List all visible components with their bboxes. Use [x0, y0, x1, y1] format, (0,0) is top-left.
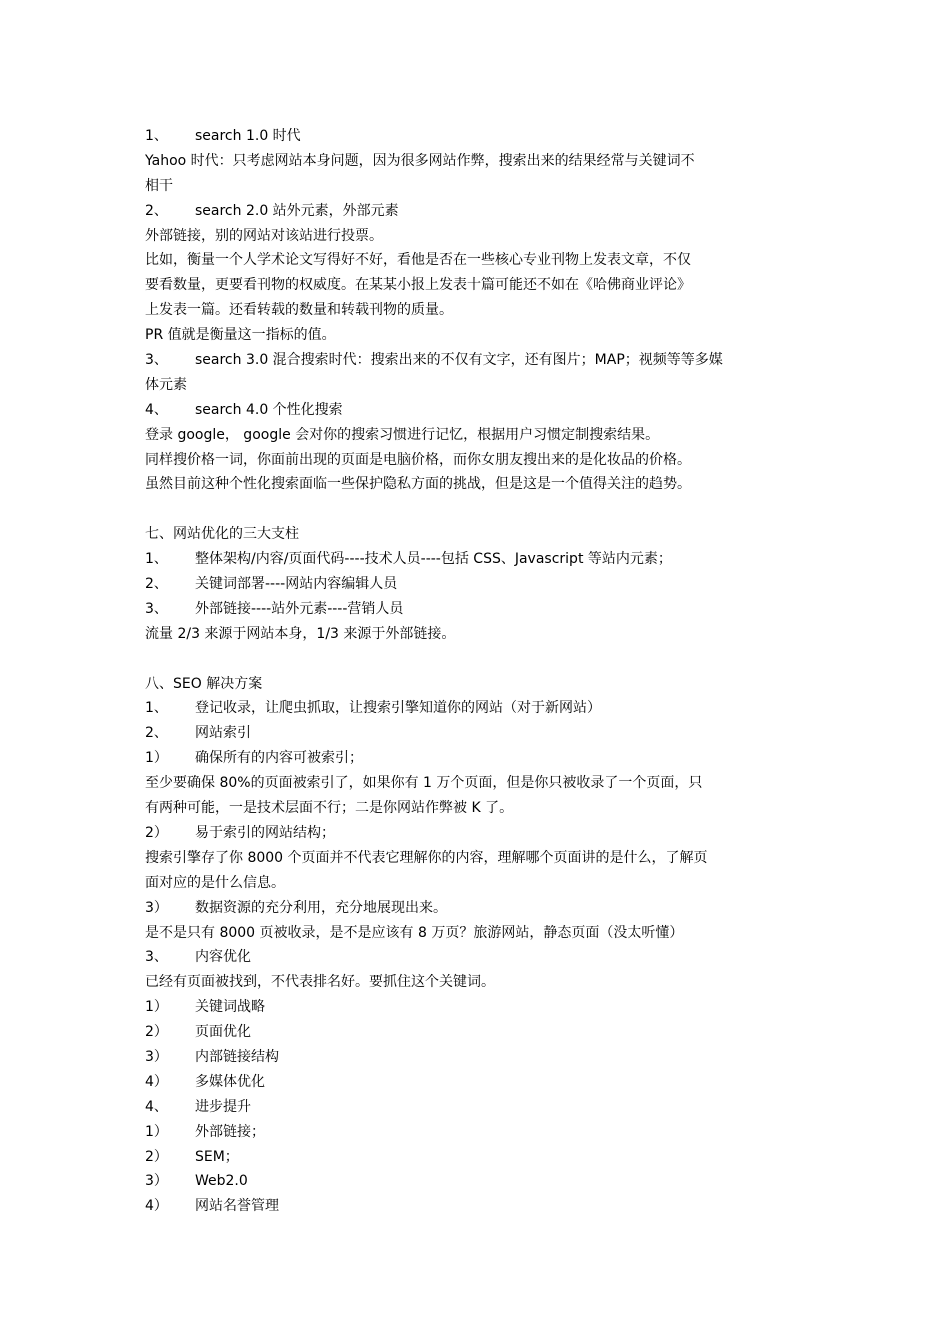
- line-number: 1）: [145, 1123, 168, 1140]
- numbered-line: [145, 945, 810, 970]
- line-number: 4、: [145, 401, 168, 418]
- line-number: 4）: [145, 1073, 168, 1090]
- line-number: 3、: [145, 352, 168, 369]
- line-text: Web2.0: [195, 1173, 248, 1190]
- text-line: [145, 970, 810, 995]
- line-text: 整体架构/内容/页面代码----技术人员----包括 CSS、Javascript 等站内元素；: [195, 551, 672, 568]
- line-text: 搜索引擎存了你 8000 个页面并不代表它理解你的内容，理解哪个页面讲的是什么，了解页: [145, 849, 708, 866]
- blank-line: [145, 647, 810, 672]
- line-text: 有两种可能，一是技术层面不行；二是你网站作弊被 K 了。: [145, 800, 514, 817]
- numbered-line: [145, 1194, 810, 1219]
- line-text: 比如，衡量一个人学术论文写得好不好，看他是否在一些核心专业刊物上发表文章，不仅: [145, 252, 691, 269]
- line-number: 3、: [145, 600, 168, 617]
- text-line: [145, 921, 810, 946]
- text-line: [145, 448, 810, 473]
- numbered-line: [145, 721, 810, 746]
- line-text: 登记收录，让爬虫抓取，让搜索引擎知道你的网站（对于新网站）: [195, 700, 601, 717]
- text-line: [145, 871, 810, 896]
- line-text: 要看数量，更要看刊物的权威度。在某某小报上发表十篇可能还不如在《哈佛商业评论》: [145, 277, 691, 294]
- numbered-line: [145, 995, 810, 1020]
- numbered-line: [145, 896, 810, 921]
- line-number: 2、: [145, 725, 168, 742]
- line-number: 1）: [145, 999, 168, 1016]
- line-number: 2）: [145, 1024, 168, 1041]
- numbered-line: [145, 398, 810, 423]
- line-text: 数据资源的充分利用，充分地展现出来。: [195, 899, 447, 916]
- line-number: 3）: [145, 1048, 168, 1065]
- line-text: 页面优化: [195, 1024, 251, 1041]
- text-line: [145, 373, 810, 398]
- line-text: 面对应的是什么信息。: [145, 874, 285, 891]
- line-number: 3、: [145, 949, 168, 966]
- line-text: search 3.0 混合搜索时代：搜索出来的不仅有文字，还有图片；MAP；视频等等多媒: [195, 352, 723, 369]
- line-text: 八、SEO 解决方案: [145, 675, 263, 692]
- line-text: 七、网站优化的三大支柱: [145, 526, 299, 543]
- numbered-line: [145, 1145, 810, 1170]
- line-text: 外部链接----站外元素----营销人员: [195, 600, 404, 617]
- numbered-line: [145, 348, 810, 373]
- line-text: 体元素: [145, 376, 187, 393]
- line-text: Yahoo 时代：只考虑网站本身问题，因为很多网站作弊，搜索出来的结果经常与关键词不: [145, 152, 695, 169]
- line-text: SEM；: [195, 1148, 239, 1165]
- text-line: [145, 298, 810, 323]
- line-text: 外部链接，别的网站对该站进行投票。: [145, 227, 383, 244]
- text-line: [145, 273, 810, 298]
- line-text: 是不是只有 8000 页被收录，是不是应该有 8 万页？旅游网站，静态页面（没太听懂）: [145, 924, 684, 941]
- numbered-line: [145, 746, 810, 771]
- line-text: 多媒体优化: [195, 1073, 265, 1090]
- line-number: 4）: [145, 1198, 168, 1215]
- line-text: 外部链接；: [195, 1123, 265, 1140]
- text-line: [145, 672, 810, 697]
- line-number: 2）: [145, 1148, 168, 1165]
- text-line: [145, 846, 810, 871]
- text-line: [145, 472, 810, 497]
- numbered-line: [145, 1020, 810, 1045]
- numbered-line: [145, 1095, 810, 1120]
- numbered-line: [145, 696, 810, 721]
- numbered-line: [145, 1120, 810, 1145]
- line-text: 关键词部署----网站内容编辑人员: [195, 576, 398, 593]
- numbered-line: [145, 124, 810, 149]
- document-body: [145, 124, 810, 1219]
- numbered-line: [145, 547, 810, 572]
- line-text: 网站索引: [195, 725, 251, 742]
- line-number: 4、: [145, 1098, 168, 1115]
- line-text: 已经有页面被找到，不代表排名好。要抓住这个关键词。: [145, 974, 495, 991]
- line-text: 内部链接结构: [195, 1048, 279, 1065]
- line-text: 内容优化: [195, 949, 251, 966]
- text-line: [145, 149, 810, 174]
- numbered-line: [145, 1045, 810, 1070]
- line-number: 2、: [145, 202, 168, 219]
- line-number: 1、: [145, 700, 168, 717]
- text-line: [145, 622, 810, 647]
- line-number: 1、: [145, 551, 168, 568]
- text-line: [145, 174, 810, 199]
- line-number: 3）: [145, 1173, 168, 1190]
- line-number: 2）: [145, 824, 168, 841]
- line-text: 网站名誉管理: [195, 1198, 279, 1215]
- line-text: PR 值就是衡量这一指标的值。: [145, 327, 336, 344]
- line-number: 3）: [145, 899, 168, 916]
- line-number: 2、: [145, 576, 168, 593]
- blank-line: [145, 497, 810, 522]
- line-text: 易于索引的网站结构；: [195, 824, 335, 841]
- line-text: search 2.0 站外元素，外部元素: [195, 202, 399, 219]
- numbered-line: [145, 597, 810, 622]
- line-text: 流量 2/3 来源于网站本身，1/3 来源于外部链接。: [145, 625, 456, 642]
- text-line: [145, 796, 810, 821]
- line-text: search 4.0 个性化搜索: [195, 401, 343, 418]
- text-line: [145, 224, 810, 249]
- line-text: 至少要确保 80%的页面被索引了，如果你有 1 万个页面，但是你只被收录了一个页面，只: [145, 775, 703, 792]
- text-line: [145, 248, 810, 273]
- line-number: 1）: [145, 750, 168, 767]
- line-text: 虽然目前这种个性化搜索面临一些保护隐私方面的挑战，但是这是一个值得关注的趋势。: [145, 476, 691, 493]
- line-text: 相干: [145, 177, 173, 194]
- line-text: 进步提升: [195, 1098, 251, 1115]
- numbered-line: [145, 821, 810, 846]
- text-line: [145, 423, 810, 448]
- line-text: 同样搜价格一词，你面前出现的页面是电脑价格，而你女朋友搜出来的是化妆品的价格。: [145, 451, 691, 468]
- text-line: [145, 323, 810, 348]
- numbered-line: [145, 199, 810, 224]
- numbered-line: [145, 1070, 810, 1095]
- line-number: 1、: [145, 128, 168, 144]
- line-text: 关键词战略: [195, 999, 265, 1016]
- line-text: 登录 google， google 会对你的搜索习惯进行记忆，根据用户习惯定制搜索结果。: [145, 426, 660, 443]
- line-text: 上发表一篇。还看转载的数量和转载刊物的质量。: [145, 302, 453, 319]
- numbered-line: [145, 1169, 810, 1194]
- text-line: [145, 771, 810, 796]
- numbered-line: [145, 572, 810, 597]
- line-text: 确保所有的内容可被索引；: [195, 750, 363, 767]
- line-text: search 1.0 时代: [195, 128, 301, 144]
- text-line: [145, 522, 810, 547]
